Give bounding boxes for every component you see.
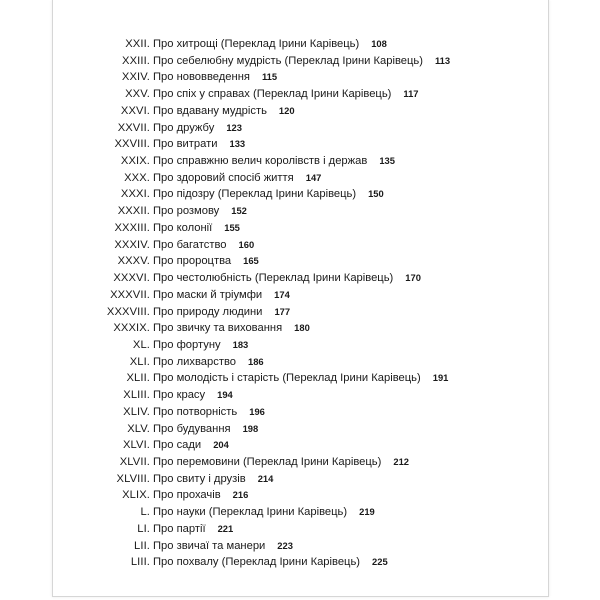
toc-entry xyxy=(53,88,548,105)
chapter-number: XXXV. xyxy=(117,255,150,268)
page-number: 133 xyxy=(229,138,246,150)
toc-entry xyxy=(53,122,548,139)
page-number: 160 xyxy=(238,238,255,250)
chapter-title: Про здоровий спосіб життя xyxy=(153,171,294,184)
page-number: 115 xyxy=(261,71,278,83)
page-number: 216 xyxy=(232,489,249,501)
chapter-title: Про звичаї та манери xyxy=(153,539,266,552)
chapter-number: XXVI. xyxy=(120,104,150,117)
toc-entry xyxy=(53,506,548,523)
chapter-title: Про сади xyxy=(153,439,202,452)
chapter-title: Про похвалу (Переклад Ірини Карівець) xyxy=(153,556,361,569)
chapter-title: Про свиту і друзів xyxy=(153,472,246,485)
toc-entry xyxy=(53,239,548,256)
page-number: 212 xyxy=(393,455,410,467)
chapter-number: XXIII. xyxy=(122,54,150,67)
chapter-number: LII. xyxy=(134,539,150,552)
chapter-title: Про звичку та виховання xyxy=(153,322,283,335)
toc-entry xyxy=(53,105,548,122)
chapter-title: Про природу людини xyxy=(153,305,263,318)
toc-entry xyxy=(53,339,548,356)
chapter-number: XXIV. xyxy=(121,71,150,84)
chapter-title: Про прохачів xyxy=(153,489,221,502)
toc-entry xyxy=(53,222,548,239)
chapter-number: XXVII. xyxy=(117,121,150,134)
chapter-number: XLIV. xyxy=(123,405,150,418)
chapter-number: XXXII. xyxy=(117,205,150,218)
page-number: 204 xyxy=(213,439,229,451)
page-number: 194 xyxy=(217,389,233,401)
chapter-title: Про багатство xyxy=(153,238,227,251)
chapter-number: XXXIX. xyxy=(113,322,150,335)
page-number: 117 xyxy=(403,88,419,100)
chapter-title: Про спіх у справах (Переклад Ірини Карівець) xyxy=(153,88,392,101)
toc-entry xyxy=(53,356,548,373)
chapter-number: XXXVIII. xyxy=(106,305,150,318)
chapter-number: XXII. xyxy=(125,38,150,50)
toc-entry xyxy=(53,306,548,323)
chapter-number: XL. xyxy=(132,338,150,351)
page-number: 152 xyxy=(231,205,247,217)
chapter-title: Про нововведення xyxy=(153,71,250,84)
toc-entry xyxy=(53,540,548,557)
table-of-contents xyxy=(53,38,548,573)
page-number: 196 xyxy=(249,405,265,417)
page-number: 219 xyxy=(359,506,375,518)
page-number: 150 xyxy=(368,188,384,200)
toc-entry xyxy=(53,172,548,189)
page-number: 191 xyxy=(432,372,449,384)
toc-entry xyxy=(53,456,548,473)
chapter-title: Про фортуну xyxy=(153,338,221,351)
chapter-number: XXV. xyxy=(125,88,150,101)
toc-entry xyxy=(53,138,548,155)
toc-entry xyxy=(53,272,548,289)
chapter-title: Про витрати xyxy=(153,138,218,151)
page-number: 155 xyxy=(224,221,240,233)
chapter-number: XLVII. xyxy=(119,455,150,468)
toc-entry xyxy=(53,55,548,72)
chapter-number: XXXVI. xyxy=(113,272,150,285)
chapter-number: XLV. xyxy=(127,422,150,435)
page-number: 147 xyxy=(305,171,322,183)
chapter-number: XXXI. xyxy=(120,188,150,201)
chapter-number: XXVIII. xyxy=(114,138,150,151)
chapter-number: XXIX. xyxy=(120,155,150,168)
chapter-number: XLII. xyxy=(126,372,150,385)
chapter-title: Про потворність xyxy=(153,405,238,418)
chapter-title: Про пророцтва xyxy=(153,255,232,268)
toc-entry xyxy=(53,556,548,573)
chapter-title: Про лихварство xyxy=(153,355,236,368)
chapter-number: LIII. xyxy=(130,556,150,569)
chapter-title: Про справжню велич королівств і держав xyxy=(153,155,368,168)
toc-entry xyxy=(53,188,548,205)
toc-entry xyxy=(53,423,548,440)
toc-entry xyxy=(53,205,548,222)
page-number: 170 xyxy=(405,272,421,284)
chapter-title: Про перемовини (Переклад Ірини Карівець) xyxy=(153,455,382,468)
chapter-title: Про підозру (Переклад Ірини Карівець) xyxy=(153,188,357,201)
chapter-title: Про маски й тріумфи xyxy=(153,288,263,301)
document-page xyxy=(52,0,549,597)
chapter-title: Про себелюбну мудрість (Переклад Ірини Карівець) xyxy=(153,54,423,67)
toc-entry xyxy=(53,255,548,272)
page-number: 123 xyxy=(226,121,242,133)
page-number: 177 xyxy=(274,305,291,317)
page-number: 214 xyxy=(257,472,274,484)
toc-entry xyxy=(53,389,548,406)
toc-entry xyxy=(53,322,548,339)
toc-entry xyxy=(53,372,548,389)
page-number: 180 xyxy=(294,322,310,334)
chapter-title: Про красу xyxy=(153,389,206,402)
chapter-number: XLVIII. xyxy=(116,472,150,485)
chapter-number: XLIX. xyxy=(122,489,150,502)
chapter-title: Про колонії xyxy=(153,221,213,234)
toc-entry xyxy=(53,71,548,88)
page-number: 186 xyxy=(247,355,264,367)
page-number: 183 xyxy=(232,338,249,350)
chapter-number: XXXIII. xyxy=(114,221,150,234)
chapter-title: Про дружбу xyxy=(153,121,215,134)
chapter-number: XLIII. xyxy=(123,389,150,402)
chapter-number: XLI. xyxy=(129,355,150,368)
chapter-title: Про честолюбність (Переклад Ірини Карівець) xyxy=(153,272,394,285)
chapter-number: XXXVII. xyxy=(110,288,150,301)
toc-entry xyxy=(53,439,548,456)
chapter-title: Про партії xyxy=(153,522,206,535)
chapter-title: Про науки (Переклад Ірини Карівець) xyxy=(153,506,348,519)
toc-entry xyxy=(53,523,548,540)
page-number: 165 xyxy=(243,255,259,267)
chapter-number: XXXIV. xyxy=(114,238,150,251)
toc-entry xyxy=(53,289,548,306)
chapter-title: Про молодість і старість (Переклад Ірини Карівець) xyxy=(153,372,421,385)
chapter-title: Про вдавану мудрість xyxy=(153,104,267,117)
page-number: 135 xyxy=(379,155,395,167)
toc-entry xyxy=(53,155,548,172)
toc-entry xyxy=(53,473,548,490)
chapter-number: L. xyxy=(140,506,150,519)
toc-entry xyxy=(53,406,548,423)
chapter-number: XLVI. xyxy=(122,439,150,452)
page-number: 221 xyxy=(217,522,234,534)
chapter-title: Про хитрощі (Переклад Ірини Карівець) xyxy=(153,38,360,50)
page-number: 108 xyxy=(371,38,387,49)
chapter-title: Про будування xyxy=(153,422,231,435)
page-number: 120 xyxy=(278,104,295,116)
chapter-number: LI. xyxy=(137,522,150,535)
chapter-number: XXX. xyxy=(124,171,150,184)
toc-entry xyxy=(53,38,548,55)
page-number: 225 xyxy=(372,556,388,568)
page-number: 198 xyxy=(242,422,259,434)
toc-entry xyxy=(53,489,548,506)
page-number: 174 xyxy=(274,288,290,300)
page-number: 223 xyxy=(277,539,293,551)
chapter-title: Про розмову xyxy=(153,205,220,218)
page-number: 113 xyxy=(434,54,451,66)
